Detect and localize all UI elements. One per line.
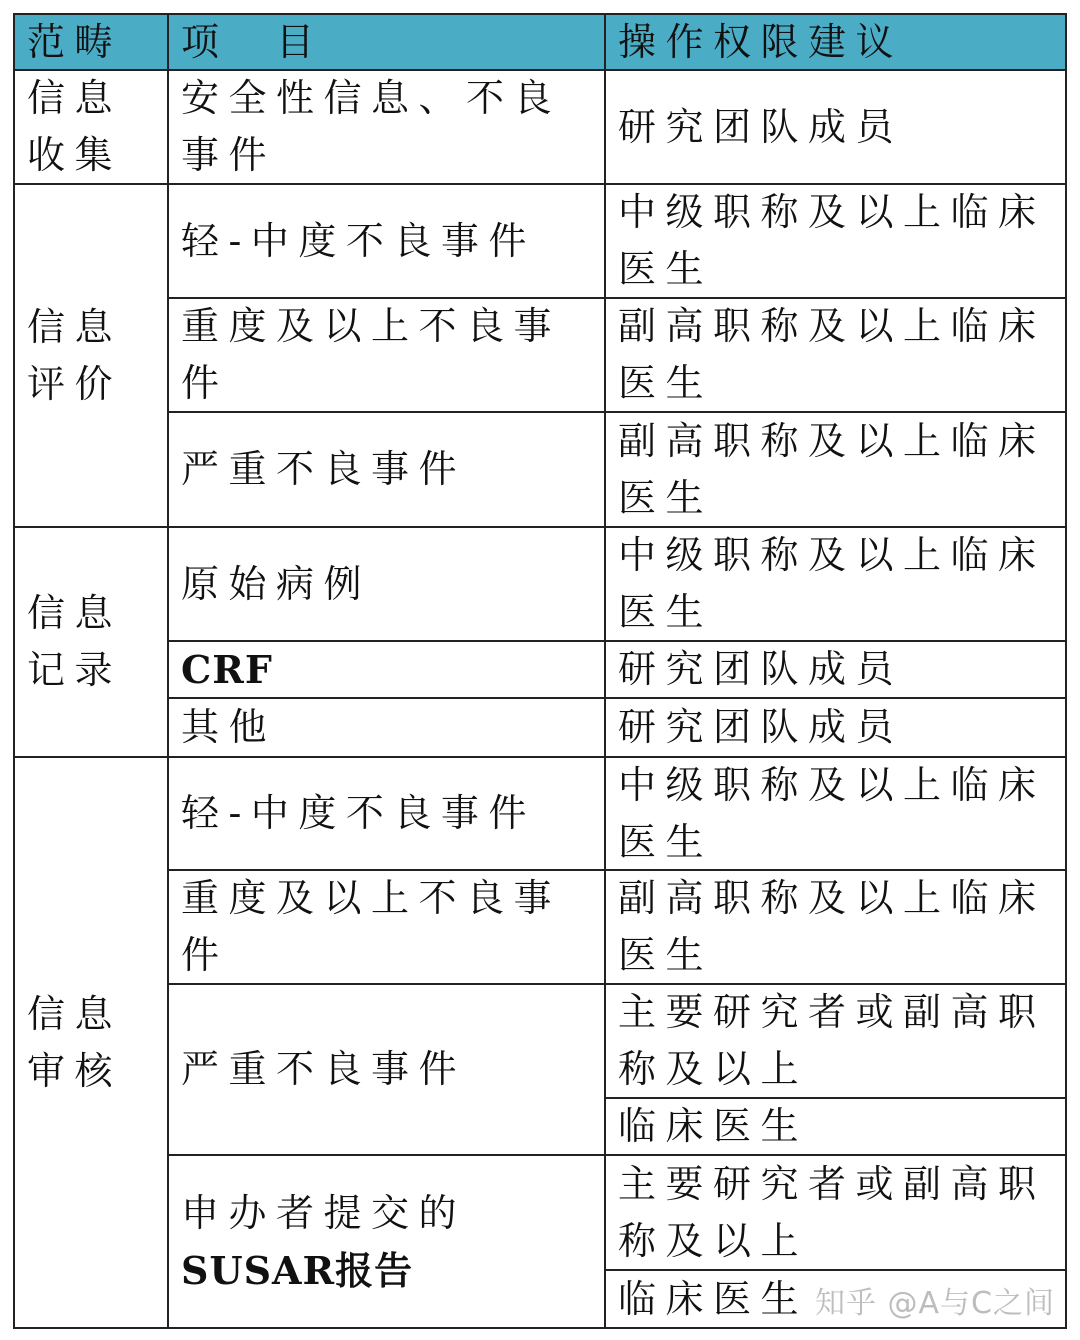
permission-label: 中级职称及以上临床医生 [618, 533, 1046, 634]
item-cell [167, 640, 606, 699]
permission-label: 中级职称及以上临床医生 [618, 762, 1046, 864]
item-label-line: SUSAR报告 [181, 1247, 414, 1293]
item-label: 安全性信息、不良事件 [181, 76, 562, 177]
item-label: 重度及以上不良事件 [181, 304, 562, 405]
category-label: 信息收集 [27, 76, 123, 177]
permission-cell [604, 183, 1067, 299]
permission-cell [604, 526, 1067, 642]
category-label: 信息审核 [27, 991, 123, 1093]
permission-cell [604, 869, 1067, 985]
item-cell [167, 411, 606, 528]
header-permission-label: 操作权限建议 [618, 19, 904, 64]
item-cell [167, 69, 606, 185]
item-cell [167, 983, 606, 1156]
permission-label: 副高职称及以上临床医生 [618, 304, 1046, 405]
category-label: 信息记录 [27, 591, 123, 692]
item-label: 严重不良事件 [181, 447, 467, 491]
permission-cell [604, 1154, 1067, 1271]
permission-label: 研究团队成员 [618, 647, 904, 691]
header-item [167, 13, 606, 71]
item-label-line: 申办者提交的 [181, 1190, 467, 1235]
permission-label: 研究团队成员 [618, 705, 904, 749]
category-cell [13, 183, 169, 528]
permission-cell [604, 69, 1067, 185]
item-cell [167, 756, 606, 871]
item-label: 重度及以上不良事件 [181, 876, 562, 977]
permission-label: 主要研究者或副高职称及以上 [618, 990, 1046, 1091]
permission-label: 副高职称及以上临床医生 [618, 418, 1046, 520]
permission-cell [604, 297, 1067, 413]
item-cell [167, 183, 606, 299]
permission-cell [604, 1097, 1067, 1156]
item-label: 原始病例 [181, 561, 372, 606]
permission-cell [604, 697, 1067, 758]
permission-label: 副高职称及以上临床医生 [618, 876, 1046, 977]
permission-label: 临床医生 [618, 1104, 809, 1148]
permission-label: 临床医生 [618, 1276, 809, 1321]
category-cell [13, 526, 169, 758]
watermark: 知乎 @A与C之间 [815, 1286, 1056, 1321]
permission-cell [604, 640, 1067, 699]
category-cell [13, 69, 169, 185]
item-label: 严重不良事件 [181, 1047, 467, 1091]
permission-cell [604, 411, 1067, 528]
header-permission [604, 13, 1067, 71]
permission-cell [604, 983, 1067, 1099]
item-label: 轻-中度不良事件 [181, 791, 536, 835]
item-cell [167, 697, 606, 758]
permission-label: 中级职称及以上临床医生 [618, 190, 1046, 291]
category-cell [13, 756, 169, 1329]
permission-cell [604, 756, 1067, 871]
item-cell [167, 1154, 606, 1329]
header-category [13, 13, 169, 71]
permission-label: 主要研究者或副高职称及以上 [618, 1161, 1046, 1263]
item-label: 轻-中度不良事件 [181, 218, 536, 263]
item-label: CRF [181, 647, 273, 692]
category-label: 信息评价 [27, 304, 123, 406]
item-label [181, 1185, 581, 1299]
header-category-label: 范畴 [27, 19, 123, 64]
item-cell [167, 869, 606, 985]
header-item-label: 项 目 [181, 19, 324, 64]
item-cell [167, 526, 606, 642]
item-label: 其他 [181, 705, 277, 749]
permission-label: 研究团队成员 [618, 104, 904, 149]
item-cell [167, 297, 606, 413]
